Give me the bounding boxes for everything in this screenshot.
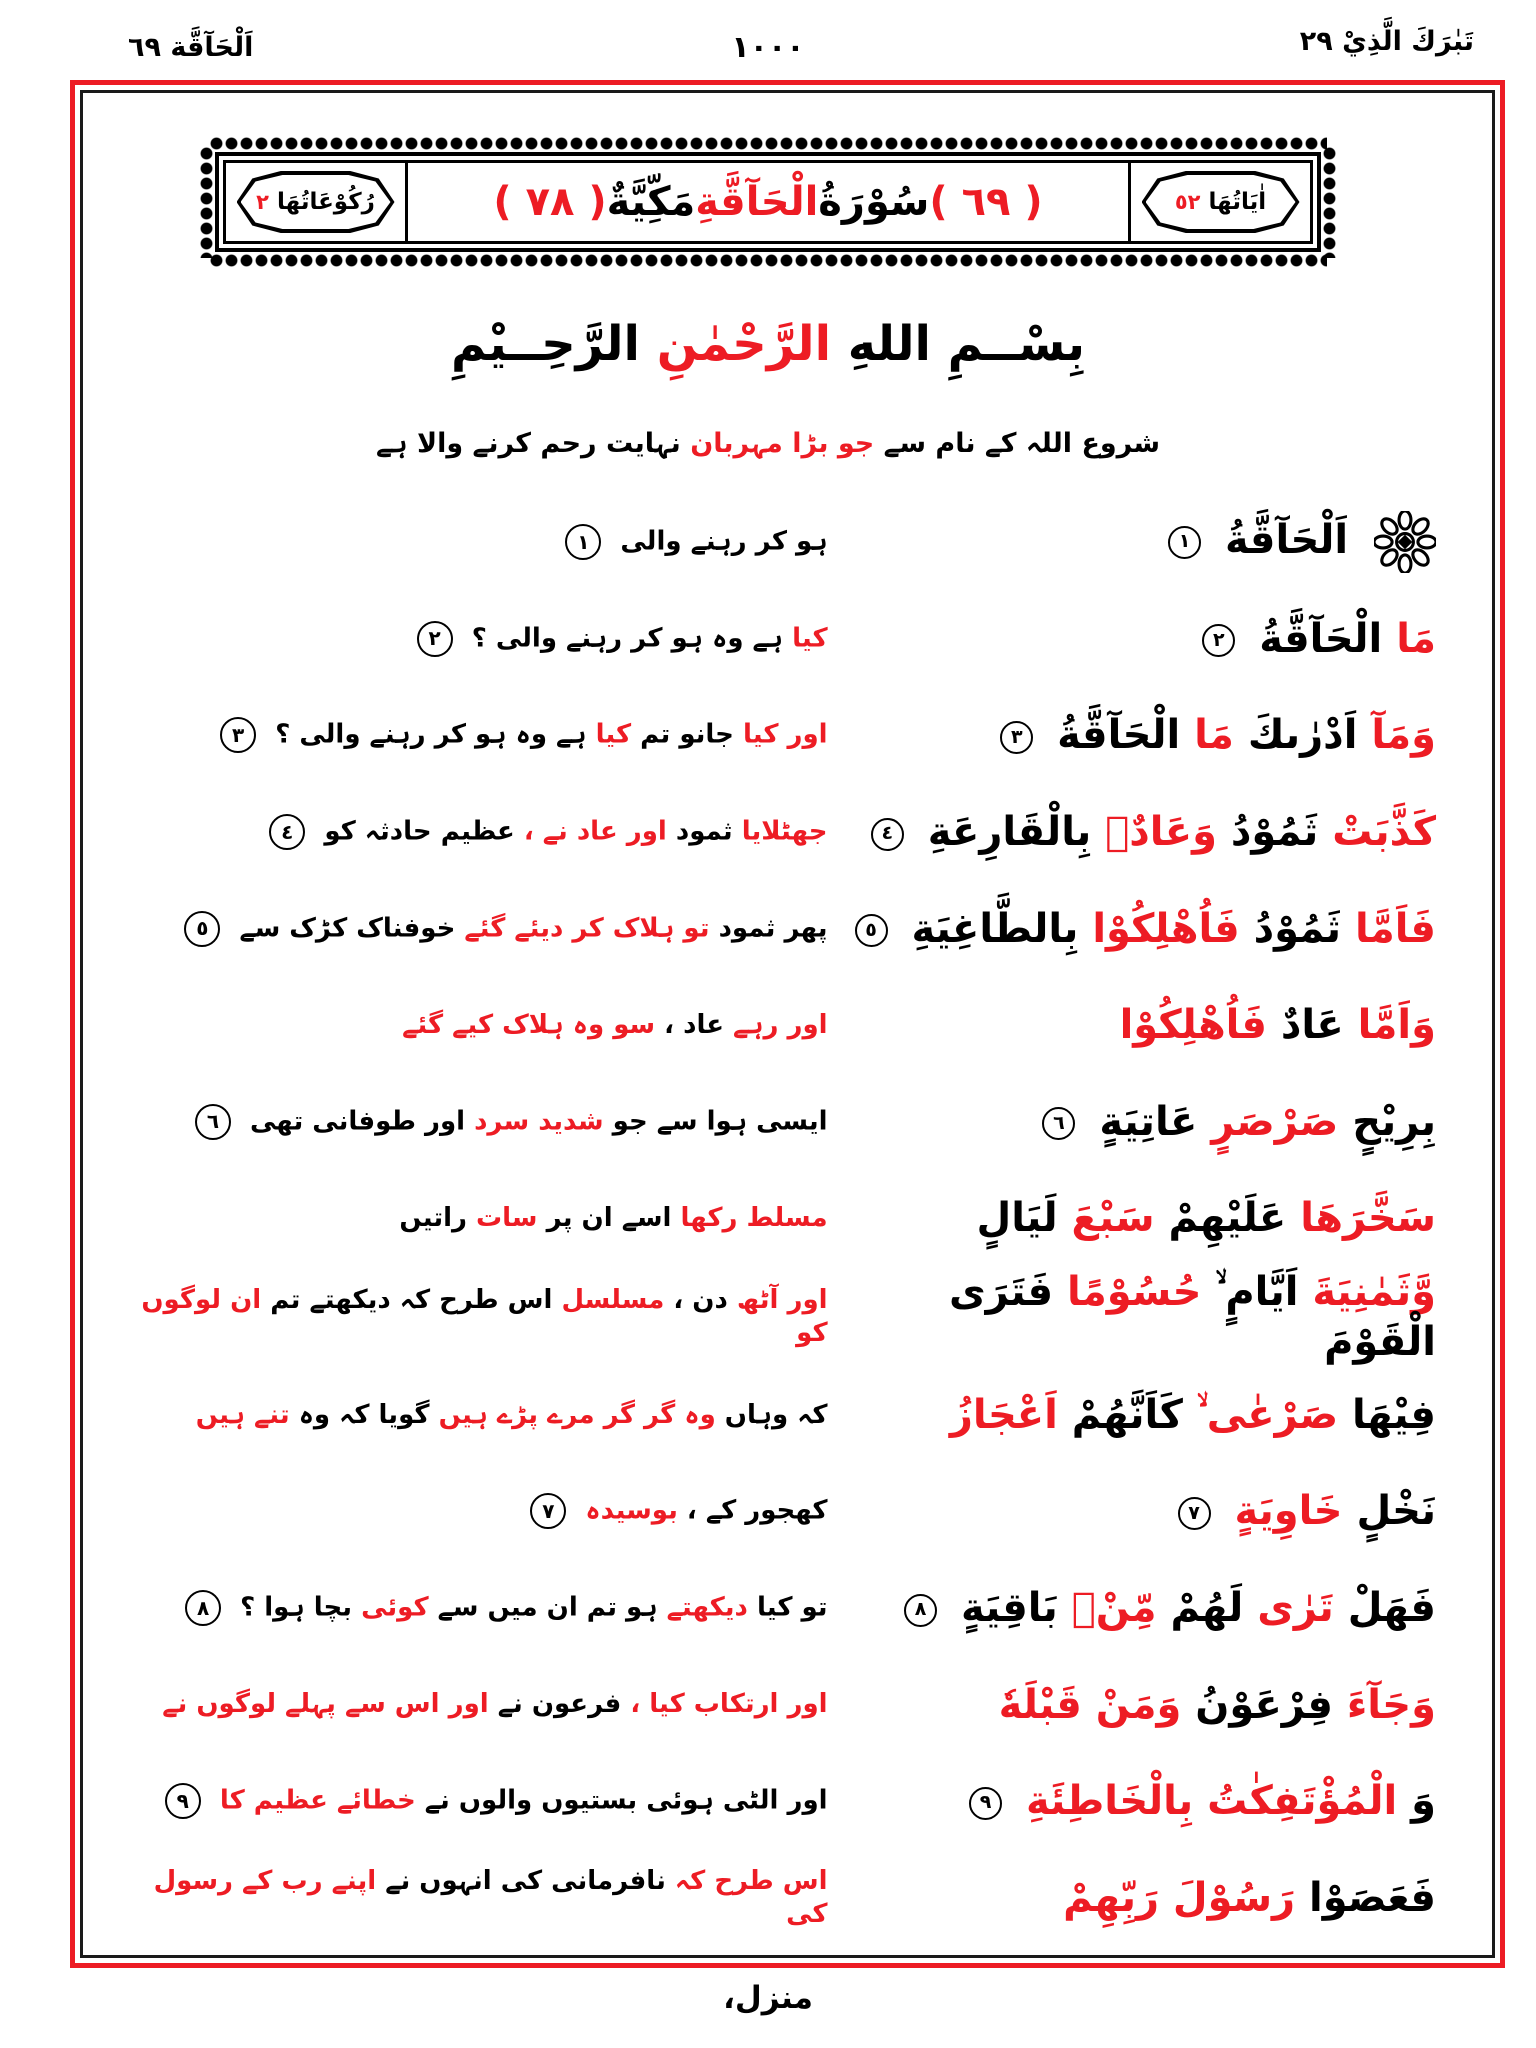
text-segment: اَلْحَآقَّةُ [1225, 517, 1349, 564]
text-segment: فَهَلْ [1347, 1585, 1436, 1632]
arabic-verse-text [842, 1583, 1436, 1633]
text-segment: فَاُهْلِكُوْا [1119, 1002, 1267, 1049]
text-segment: فرعون نے [497, 1689, 622, 1720]
text-segment: الرَّحِــيْمِ [451, 316, 640, 372]
text-segment: کہ وہاں [724, 1399, 828, 1430]
text-segment: حُسُوْمًا [1067, 1268, 1202, 1315]
text-segment: تو کیا [756, 1592, 828, 1623]
text-segment: بِرِيْحٍ [1352, 1098, 1436, 1145]
text-segment: كَذَّبَتْ [1332, 809, 1436, 856]
text-segment: ایسی ہوا سے جو [612, 1106, 828, 1137]
text-segment: کیا [595, 719, 632, 750]
text-segment: وَ [1411, 1778, 1436, 1825]
arabic-verse-text [842, 1193, 1436, 1243]
verse-number-badge: ٢ [1202, 624, 1235, 657]
verse-number-badge: ٨ [185, 1590, 221, 1626]
text-segment: اس طرح کہ [674, 1866, 828, 1897]
text-segment: ثَمُوْدُ [1253, 905, 1342, 952]
text-segment: سُوْرَةُ [818, 179, 930, 225]
verse-number-badge: ٢ [417, 621, 453, 657]
text-segment: مَا [1396, 615, 1436, 662]
verse-number-badge: ٥ [855, 914, 888, 947]
text-segment: اَعْجَازُ [949, 1391, 1058, 1438]
text-segment: وَاَمَّا [1357, 1002, 1436, 1049]
verse-number-badge: ١ [565, 524, 601, 560]
text-segment: نہایت رحم کرنے والا ہے [375, 428, 681, 459]
text-segment: الْحَآقَّةِ [695, 179, 819, 225]
text-segment: دن ، [673, 1285, 728, 1316]
page-number: ١٠٠٠ [731, 30, 805, 65]
verse-number-badge: ٩ [969, 1787, 1002, 1820]
text-segment: ہو تم ان میں سے [437, 1592, 658, 1623]
text-segment: اور طوفانی تھی [250, 1106, 466, 1137]
text-segment: خطائے عظیم کا [219, 1785, 416, 1816]
bead-ornament-bottom [209, 253, 1327, 268]
text-segment: عاد ، [664, 1009, 724, 1040]
text-segment: صَرْعٰى ۙ [1196, 1391, 1339, 1438]
juz-name: تَبٰرَكَ الَّذِيْ ٢٩ [1299, 26, 1474, 57]
arabic-verse-text [842, 511, 1436, 573]
text-segment: صَرْصَرٍ [1211, 1098, 1339, 1145]
verse-row [115, 1850, 1436, 1947]
urdu-translation-text [115, 1202, 828, 1235]
text-segment: سَخَّرَهَا [1300, 1195, 1436, 1242]
arabic-verse-text [842, 1873, 1436, 1923]
ruku-label: رُكُوْعَاتُهَا [277, 189, 375, 215]
text-segment: وَّثَمٰنِيَةَ [1312, 1268, 1436, 1315]
text-segment: بِالْخَاطِئَةِ [1026, 1778, 1194, 1825]
text-segment: تو ہلاک کر دیئے گئے [464, 913, 710, 944]
bead-ornament-right [1322, 146, 1337, 258]
text-segment: خَاوِيَةٍ [1234, 1488, 1343, 1535]
ayat-value: ٥٢ [1174, 190, 1201, 214]
verse-row [115, 880, 1436, 977]
text-segment: نافرمانی کی انہوں نے [385, 1866, 666, 1897]
urdu-translation-text [115, 1688, 828, 1721]
arabic-verse-text [842, 1267, 1436, 1367]
ayat-cartouche [1128, 163, 1310, 241]
urdu-translation-text [115, 717, 828, 753]
text-segment: کھجور کے ، [686, 1495, 828, 1526]
text-segment: خوفناک کڑک سے [239, 913, 456, 944]
manzil-footer: منزل، [723, 1980, 813, 2016]
text-segment: ان لوگوں کو [132, 1285, 828, 1348]
text-segment: ہے وہ ہو کر رہنے والی ؟ [471, 623, 783, 654]
text-segment: ( ٦٩ ) [929, 179, 1043, 225]
ruku-value: ٢ [256, 190, 269, 214]
verse-number-badge: ٤ [871, 818, 904, 851]
verse-row [115, 1267, 1436, 1367]
text-segment: عَاتِيَةٍ [1099, 1098, 1198, 1145]
text-segment: مسلسل [561, 1285, 665, 1316]
text-segment: اَدْرٰىكَ [1247, 712, 1358, 759]
urdu-translation-text [115, 1865, 828, 1930]
verse-number-badge: ٧ [530, 1493, 566, 1529]
text-segment: وَجَآءَ [1346, 1681, 1436, 1728]
verse-row [115, 1170, 1436, 1267]
verse-row [115, 687, 1436, 784]
text-segment: بوسیدہ [585, 1495, 678, 1526]
text-segment: لَهُمْ [1170, 1585, 1244, 1632]
verse-row [115, 1367, 1436, 1464]
ayat-label: اٰيَاتُهَا [1208, 189, 1267, 215]
verse-number-badge: ٥ [184, 911, 220, 947]
text-segment: مِّنْۢ [1071, 1585, 1157, 1632]
text-segment: شروع اللہ کے نام سے [883, 428, 1161, 459]
text-segment: فَاَمَّا [1355, 905, 1436, 952]
text-segment: ہے وہ ہو کر رہنے والی ؟ [275, 719, 587, 750]
verse-number-badge: ٦ [195, 1104, 231, 1140]
surah-banner-row [223, 160, 1313, 244]
urdu-translation-text [115, 1284, 828, 1349]
arabic-verse-text [842, 1680, 1436, 1730]
text-segment: اور عاد نے ، [523, 816, 667, 847]
verse-number-badge: ٦ [1042, 1107, 1075, 1140]
text-segment: مَا [1194, 712, 1234, 759]
bismillah-translation [0, 428, 1536, 459]
text-segment: ثَمُوْدُ [1230, 809, 1319, 856]
text-segment: لَيَالٍ [976, 1195, 1058, 1242]
urdu-translation-text [115, 911, 828, 947]
text-segment: جھٹلایا [741, 816, 828, 847]
text-segment: ہو کر رہنے والی [620, 526, 828, 557]
text-segment: الرَّحْمٰنِ [656, 316, 832, 372]
text-segment: فَتَرَى الْقَوْمَ [935, 1268, 1436, 1365]
bead-ornament-left [199, 146, 214, 258]
text-segment: فِيْهَا [1352, 1391, 1436, 1438]
text-segment: اور ارتکاب کیا ، [630, 1689, 828, 1720]
ruku-cartouche [226, 163, 408, 241]
ayat-count [1175, 189, 1266, 215]
text-segment: بِالطَّاغِيَةِ [911, 905, 1079, 952]
text-segment: وَعَادٌۢ [1105, 809, 1217, 856]
verse-number-badge: ٩ [165, 1783, 201, 1819]
text-segment: کیا [792, 623, 828, 654]
text-segment: تَرٰى [1257, 1585, 1334, 1632]
bead-ornament-top [209, 136, 1327, 151]
verse-number-badge: ٣ [220, 717, 256, 753]
text-segment: دیکھتے [666, 1592, 748, 1623]
verse-row [115, 1463, 1436, 1560]
text-segment: اور کیا [742, 719, 828, 750]
text-segment: مَكِّيَّةٌ [606, 179, 696, 225]
text-segment: گویا کہ وہ [298, 1399, 430, 1430]
text-segment: نَخْلٍ [1356, 1488, 1436, 1535]
text-segment: ثمود [675, 816, 733, 847]
text-segment: مسلط رکھا [680, 1203, 828, 1234]
text-segment: الْمُؤْتَفِكٰتُ [1207, 1778, 1398, 1825]
running-head [0, 24, 1536, 76]
text-segment: جانو تم [640, 719, 734, 750]
text-segment: اپنے رب کے رسول کی [144, 1866, 828, 1929]
text-segment: ( ٧٨ ) [493, 179, 607, 225]
text-segment: جو بڑا مہربان [690, 428, 875, 459]
verse-number-badge: ٣ [1000, 721, 1033, 754]
surah-banner [215, 152, 1321, 252]
arabic-verse-text [842, 710, 1436, 760]
text-segment: فَاُهْلِكُوْا [1092, 905, 1240, 952]
text-segment: اور الٹی ہوئی بستیوں والوں نے [424, 1785, 828, 1816]
text-segment: اَيَّامٍ ۙ [1215, 1268, 1299, 1315]
verse-row [115, 1073, 1436, 1170]
text-segment: رَسُوْلَ رَبِّهِمْ [1063, 1874, 1296, 1921]
surah-title [408, 163, 1128, 241]
arabic-verse-text [842, 1000, 1436, 1050]
urdu-translation-text [115, 1009, 828, 1042]
urdu-translation-text [115, 1104, 828, 1140]
surah-name-running: اَلْحَآقَّة ٦٩ [128, 32, 254, 63]
verses [115, 494, 1436, 1946]
text-segment: فِرْعَوْنُ [1195, 1681, 1333, 1728]
text-segment: بچا ہوا ؟ [240, 1592, 353, 1623]
text-segment: اسے ان پر [546, 1203, 672, 1234]
arabic-verse-text [842, 807, 1436, 857]
text-segment: کوئی [361, 1592, 429, 1623]
urdu-translation-text [115, 1590, 828, 1626]
verse-row [115, 494, 1436, 591]
text-segment: عظیم حادثہ کو [324, 816, 515, 847]
verse-number-badge: ١ [1168, 526, 1201, 559]
text-segment: عَادٌ [1280, 1002, 1344, 1049]
verse-row [115, 1560, 1436, 1657]
text-segment: اس طرح کہ دیکھتے تم [270, 1285, 553, 1316]
text-segment: راتیں [399, 1203, 467, 1234]
text-segment: شدید سرد [474, 1106, 604, 1137]
urdu-translation-text [115, 524, 828, 560]
arabic-verse-text [842, 1390, 1436, 1440]
ruku-count [256, 189, 375, 215]
text-segment: پھر ثمود [718, 913, 828, 944]
urdu-translation-text [115, 1399, 828, 1432]
verse-row [115, 591, 1436, 688]
verse-number-badge: ٧ [1178, 1497, 1211, 1530]
text-segment: اور اس سے پہلے لوگوں نے [162, 1689, 489, 1720]
arabic-verse-text [842, 614, 1436, 664]
text-segment: الْحَآقَّةُ [1259, 615, 1383, 662]
verse-row [115, 784, 1436, 881]
arabic-verse-text [842, 1776, 1436, 1826]
text-segment: اور رہے [733, 1009, 828, 1040]
text-segment: بَاقِيَةٍ [960, 1585, 1058, 1632]
text-segment: الْحَآقَّةُ [1057, 712, 1181, 759]
text-segment: سَبْعَ [1071, 1195, 1155, 1242]
text-segment: وہ گر گر مرے پڑے ہیں [438, 1399, 716, 1430]
verse-number-badge: ٨ [904, 1594, 937, 1627]
urdu-translation-text [115, 621, 828, 657]
text-segment: عَلَيْهِمْ [1168, 1195, 1287, 1242]
text-segment: سو وہ ہلاک کیے گئے [402, 1009, 656, 1040]
verse-row [115, 1753, 1436, 1850]
urdu-translation-text [115, 814, 828, 850]
text-segment: اور آٹھ [736, 1285, 828, 1316]
verse-row [115, 977, 1436, 1074]
text-segment: فَعَصَوْا [1309, 1874, 1436, 1921]
text-segment: بِالْقَارِعَةِ [927, 809, 1092, 856]
arabic-verse-text [842, 904, 1436, 954]
text-segment: سات [476, 1203, 538, 1234]
rub-el-hizb-ornament [1374, 511, 1436, 573]
urdu-translation-text [115, 1783, 828, 1819]
verse-number-badge: ٤ [269, 814, 305, 850]
urdu-translation-text [115, 1493, 828, 1529]
text-segment: وَمَنْ قَبْلَهٗ [998, 1681, 1182, 1728]
text-segment: بِسْــمِ اللهِ [847, 316, 1085, 372]
text-segment: وَمَآ [1371, 712, 1436, 759]
arabic-verse-text [842, 1486, 1436, 1536]
verse-row [115, 1656, 1436, 1753]
arabic-verse-text [842, 1097, 1436, 1147]
text-segment: كَاَنَّهُمْ [1071, 1391, 1183, 1438]
text-segment: تنے ہیں [195, 1399, 290, 1430]
bismillah-line [0, 316, 1536, 372]
